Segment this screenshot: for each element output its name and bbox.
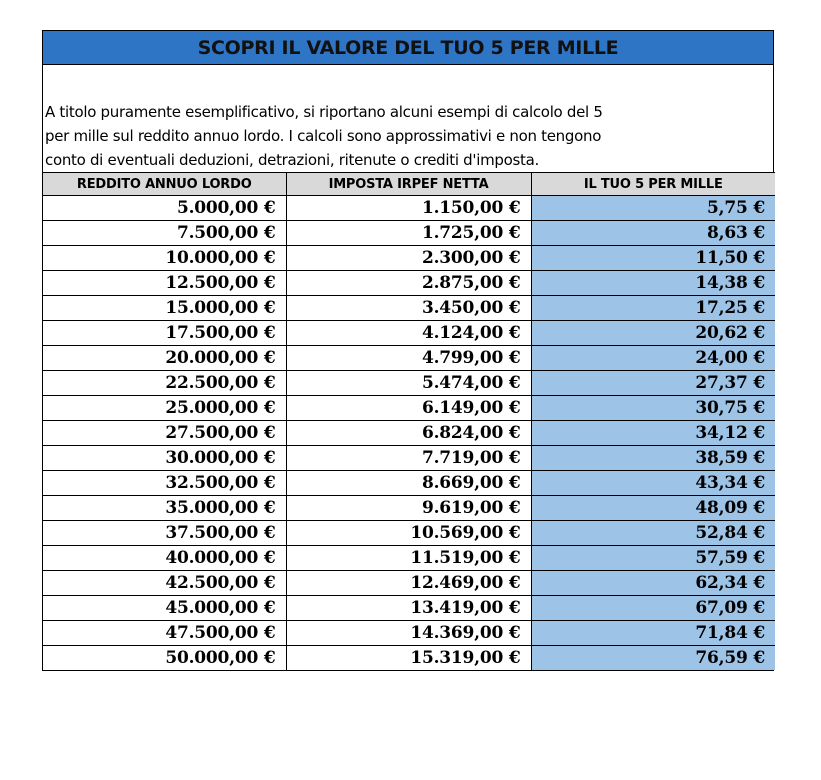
intro-text (43, 65, 773, 172)
cell-five-per-mille: 20,62 € (531, 321, 775, 346)
cell-irpef-tax: 6.149,00 € (286, 396, 531, 421)
table-row (43, 221, 775, 246)
cell-five-per-mille: 43,34 € (531, 471, 775, 496)
table-row (43, 596, 775, 621)
header-gross-income: REDDITO ANNUO LORDO (43, 173, 286, 196)
cell-irpef-tax: 2.875,00 € (286, 271, 531, 296)
sheet-title: SCOPRI IL VALORE DEL TUO 5 PER MILLE (43, 31, 773, 65)
table-row (43, 546, 775, 571)
header-irpef-tax: IMPOSTA IRPEF NETTA (286, 173, 531, 196)
cell-five-per-mille: 38,59 € (531, 446, 775, 471)
table-row (43, 646, 775, 671)
cell-five-per-mille: 27,37 € (531, 371, 775, 396)
cell-five-per-mille: 14,38 € (531, 271, 775, 296)
cell-five-per-mille: 52,84 € (531, 521, 775, 546)
cell-gross-income: 50.000,00 € (43, 646, 286, 671)
cell-irpef-tax: 2.300,00 € (286, 246, 531, 271)
cell-gross-income: 27.500,00 € (43, 421, 286, 446)
cell-five-per-mille: 76,59 € (531, 646, 775, 671)
cell-gross-income: 5.000,00 € (43, 196, 286, 221)
cell-gross-income: 40.000,00 € (43, 546, 286, 571)
cell-gross-income: 12.500,00 € (43, 271, 286, 296)
cell-irpef-tax: 11.519,00 € (286, 546, 531, 571)
intro-line: per mille sul reddito annuo lordo. I calcoli sono approssimativi e non tengono (45, 127, 602, 145)
header-five-per-mille: IL TUO 5 PER MILLE (531, 173, 775, 196)
table-row (43, 246, 775, 271)
cell-gross-income: 22.500,00 € (43, 371, 286, 396)
cell-gross-income: 32.500,00 € (43, 471, 286, 496)
cell-five-per-mille: 67,09 € (531, 596, 775, 621)
cell-irpef-tax: 8.669,00 € (286, 471, 531, 496)
cell-five-per-mille: 11,50 € (531, 246, 775, 271)
table-row (43, 521, 775, 546)
intro-line: A titolo puramente esemplificativo, si riportano alcuni esempi di calcolo del 5 (45, 103, 603, 121)
table-row (43, 571, 775, 596)
cell-five-per-mille: 24,00 € (531, 346, 775, 371)
five-per-mille-sheet (42, 30, 774, 671)
cell-five-per-mille: 34,12 € (531, 421, 775, 446)
table-row (43, 271, 775, 296)
cell-five-per-mille: 30,75 € (531, 396, 775, 421)
table-row (43, 371, 775, 396)
cell-irpef-tax: 12.469,00 € (286, 571, 531, 596)
cell-gross-income: 10.000,00 € (43, 246, 286, 271)
cell-gross-income: 15.000,00 € (43, 296, 286, 321)
cell-gross-income: 7.500,00 € (43, 221, 286, 246)
intro-line: conto di eventuali deduzioni, detrazioni, ritenute o crediti d'imposta. (45, 151, 539, 169)
cell-five-per-mille: 71,84 € (531, 621, 775, 646)
cell-five-per-mille: 8,63 € (531, 221, 775, 246)
cell-irpef-tax: 3.450,00 € (286, 296, 531, 321)
cell-gross-income: 25.000,00 € (43, 396, 286, 421)
calculation-table (43, 172, 775, 670)
cell-gross-income: 47.500,00 € (43, 621, 286, 646)
cell-irpef-tax: 1.150,00 € (286, 196, 531, 221)
table-row (43, 396, 775, 421)
cell-irpef-tax: 6.824,00 € (286, 421, 531, 446)
cell-five-per-mille: 5,75 € (531, 196, 775, 221)
cell-gross-income: 42.500,00 € (43, 571, 286, 596)
cell-irpef-tax: 4.124,00 € (286, 321, 531, 346)
cell-irpef-tax: 1.725,00 € (286, 221, 531, 246)
cell-five-per-mille: 17,25 € (531, 296, 775, 321)
cell-five-per-mille: 62,34 € (531, 571, 775, 596)
cell-five-per-mille: 48,09 € (531, 496, 775, 521)
table-row (43, 296, 775, 321)
cell-five-per-mille: 57,59 € (531, 546, 775, 571)
cell-irpef-tax: 5.474,00 € (286, 371, 531, 396)
table-row (43, 346, 775, 371)
table-row (43, 196, 775, 221)
cell-irpef-tax: 15.319,00 € (286, 646, 531, 671)
cell-gross-income: 30.000,00 € (43, 446, 286, 471)
cell-gross-income: 45.000,00 € (43, 596, 286, 621)
cell-gross-income: 35.000,00 € (43, 496, 286, 521)
cell-irpef-tax: 14.369,00 € (286, 621, 531, 646)
cell-gross-income: 20.000,00 € (43, 346, 286, 371)
cell-gross-income: 37.500,00 € (43, 521, 286, 546)
table-row (43, 621, 775, 646)
cell-irpef-tax: 10.569,00 € (286, 521, 531, 546)
table-row (43, 446, 775, 471)
table-row (43, 496, 775, 521)
table-row (43, 421, 775, 446)
table-header-row (43, 173, 775, 196)
cell-irpef-tax: 7.719,00 € (286, 446, 531, 471)
cell-gross-income: 17.500,00 € (43, 321, 286, 346)
table-row (43, 471, 775, 496)
cell-irpef-tax: 9.619,00 € (286, 496, 531, 521)
cell-irpef-tax: 13.419,00 € (286, 596, 531, 621)
table-row (43, 321, 775, 346)
cell-irpef-tax: 4.799,00 € (286, 346, 531, 371)
